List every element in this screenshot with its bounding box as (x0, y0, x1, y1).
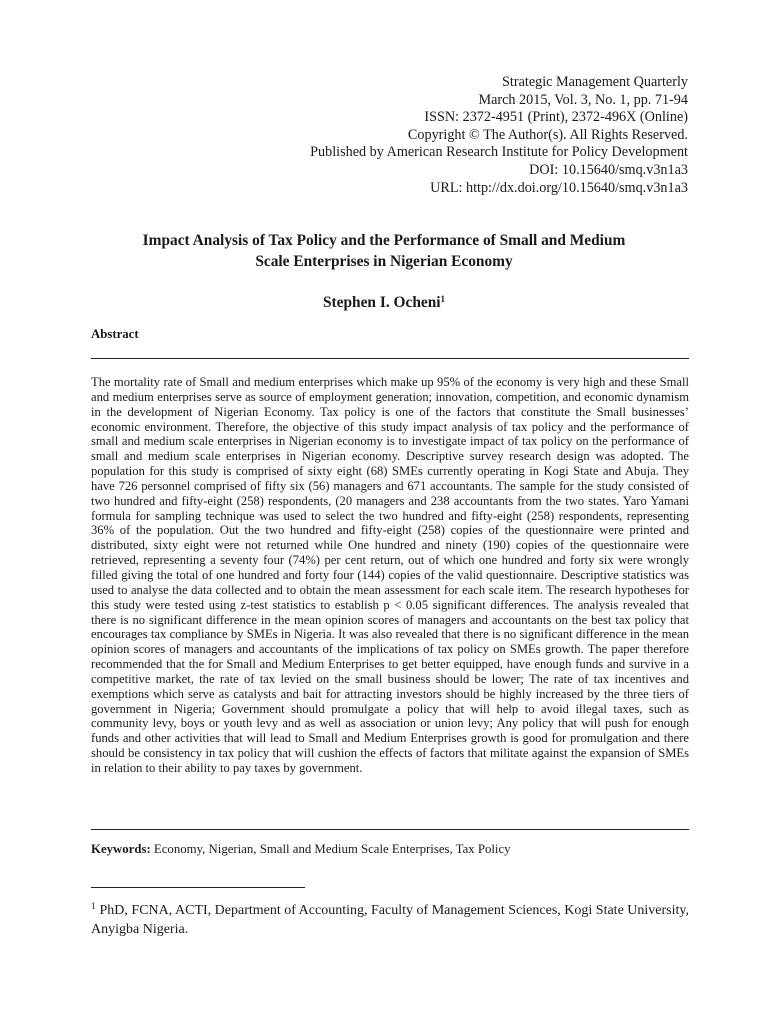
journal-copyright: Copyright © The Author(s). All Rights Reserved. (407, 126, 688, 143)
author-footnote-marker: 1 (440, 294, 446, 304)
journal-header (310, 74, 688, 197)
abstract-text: The mortality rate of Small and medium enterprises which make up 95% of the economy is very high and these Small and medium enterprises serve as source of employment generation; innovation, competition, and economic dynamism in the development of Nigerian Economy. Tax policy is one of the factors that constitute the Small businesses’ economic environment. Therefore, the objective of this study impact analysis of tax policy and the performance of small and medium scale enterprises in Nigerian economy is to investigate impact of tax policy on the performance of small and medium scale enterprises in Nigerian economy. Descriptive survey research design was adopted. The population for this study is comprised of sixty eight (68) SMEs currently operating in Kogi State and Abuja. They have 726 personnel comprised of fifty six (56) managers and 671 accountants. The sample for the study consisted of two hundred and fifty-eight (258) respondents, (20 managers and 238 accountants from the two states. Yaro Yamani formula for sampling technique was used to select the two hundred and fifty-eight (258) respondents, representing 36% of the population. Out the two hundred and fifty-eight (258) copies of the questionnaire were printed and distributed, sixty eight were not returned while One hundred and ninety (190) copies of the questionnaire were retrieved, representing a seventy four (74%) per cent return, out of which one hundred and forty six were wrongly filled giving the total of one hundred and forty four (144) copies of the valid questionnaire. Descriptive statistics was used to analyse the data collected and to obtain the mean assessment for each scale item. The research hypotheses for this study were tested using z-test statistics to establish p < 0.05 significant differences. The analysis revealed that there is no significant difference in the mean opinion scores of managers and accountants on the best tax policy that encourages tax compliance by SMEs in Nigeria. It was also revealed that there is no significant difference in the mean opinion scores of managers and accountants of the implications of tax policy on SMEs growth. The paper therefore recommended that the for Small and Medium Enterprises to get better equipped, have enough funds and survive in a competitive market, the rate of tax levied on the small business should be lower; The rate of tax incentives and exemptions which serve as catalysts and bait for attracting investors should be highly increased by the three tiers of government in Nigeria; Government should promulgate a policy that will help to avoid illegal taxes, such as community levy, boys or youth levy and as well as association or union levy; Any policy that will push for enough funds and other activities that will lead to Small and Medium Enterprises growth is good for promulgation and there should be consistency in tax policy that will cushion the effects of factors that militate against the expansion of SMEs in relation to their ability to pay taxes by government. (91, 375, 689, 775)
journal-issue: March 2015, Vol. 3, No. 1, pp. 71-94 (478, 91, 688, 108)
keywords (91, 842, 689, 857)
journal-name: Strategic Management Quarterly (502, 74, 688, 90)
abstract-bottom-rule (91, 829, 689, 830)
abstract-top-rule (91, 358, 689, 359)
footnote-text: PhD, FCNA, ACTI, Department of Accounting, Faculty of Management Sciences, Kogi State University, Anyigba Nigeria. (91, 903, 689, 937)
keywords-label: Keywords: (91, 842, 151, 856)
journal-url[interactable]: URL: http://dx.doi.org/10.15640/smq.v3n1a3 (430, 179, 688, 196)
paper-title (90, 230, 678, 272)
abstract-heading: Abstract (91, 327, 139, 341)
keywords-text: Economy, Nigerian, Small and Medium Scale Enterprises, Tax Policy (150, 842, 511, 856)
author-name: Stephen I. Ocheni (322, 294, 441, 311)
author (0, 294, 768, 312)
paper-title-line-2: Scale Enterprises in Nigerian Economy (255, 253, 513, 270)
footnote-rule (91, 887, 305, 888)
journal-issn: ISSN: 2372-4951 (Print), 2372-496X (Online) (424, 109, 688, 126)
paper-title-line-1: Impact Analysis of Tax Policy and the Performance of Small and Medium (142, 232, 626, 249)
footnote (91, 897, 689, 939)
journal-doi: DOI: 10.15640/smq.v3n1a3 (529, 161, 688, 178)
journal-publisher: Published by American Research Institute for Policy Development (310, 144, 688, 161)
footnote-marker: 1 (91, 901, 96, 911)
